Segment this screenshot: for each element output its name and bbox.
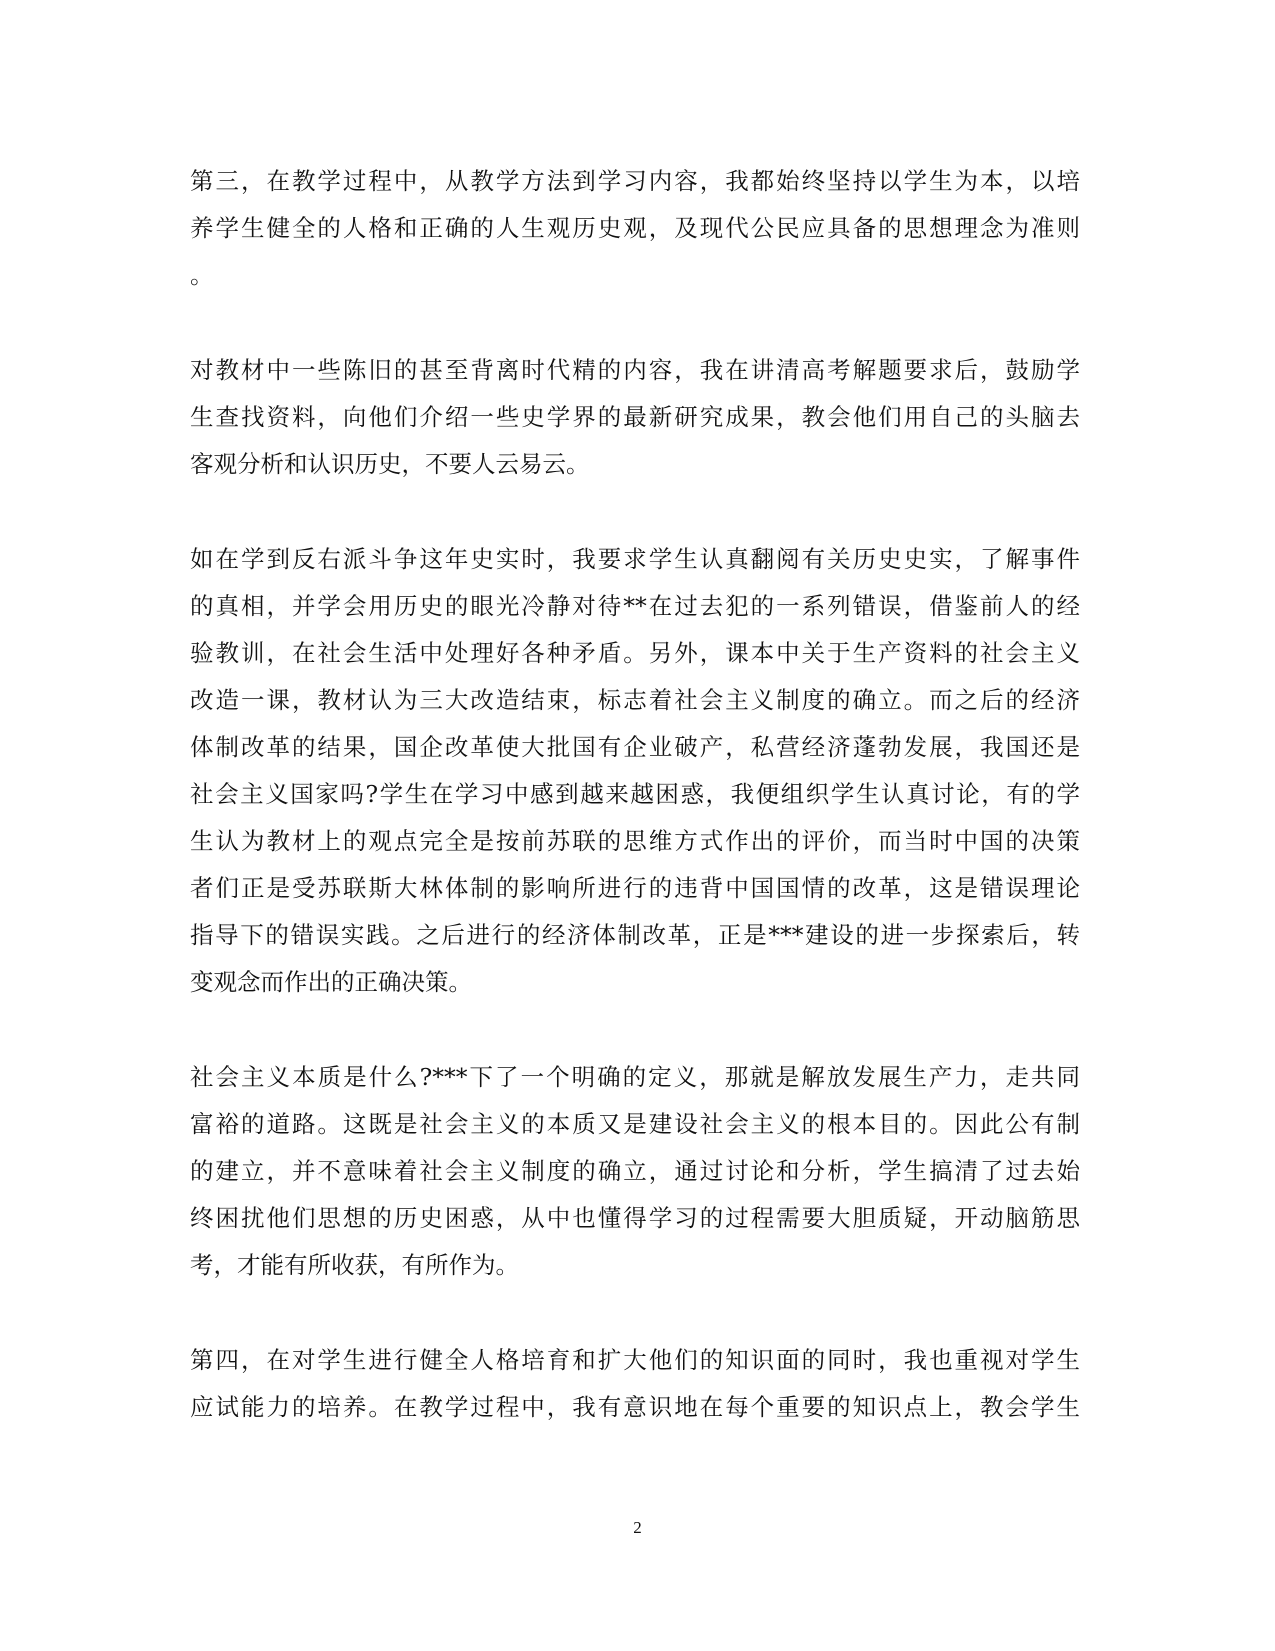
text-line: 如在学到反右派斗争这年史实时，我要求学生认真翻阅有关历史史实，了解事件 [190, 545, 1080, 573]
text-line: 养学生健全的人格和正确的人生观历史观，及现代公民应具备的思想理念为准则 [190, 214, 1080, 242]
text-line: 客观分析和认识历史，不要人云易云。 [190, 450, 590, 478]
text-line: 验教训，在社会生活中处理好各种矛盾。另外，课本中关于生产资料的社会主义 [190, 639, 1080, 667]
page-number: 2 [633, 1518, 642, 1537]
paragraph-5 [190, 1337, 1080, 1431]
text-line: 改造一课，教材认为三大改造结束，标志着社会主义制度的确立。而之后的经济 [190, 686, 1080, 714]
text-line: 社会主义本质是什么?***下了一个明确的定义，那就是解放发展生产力，走共同 [190, 1063, 1080, 1091]
text-line: 第四，在对学生进行健全人格培育和扩大他们的知识面的同时，我也重视对学生 [190, 1346, 1080, 1374]
text-line: 。 [190, 261, 214, 289]
text-line: 的建立，并不意味着社会主义制度的确立，通过讨论和分析，学生搞清了过去始 [190, 1157, 1080, 1185]
document-body [190, 158, 1080, 1479]
text-line: 考，才能有所收获，有所作为。 [190, 1251, 519, 1279]
text-line: 生查找资料，向他们介绍一些史学界的最新研究成果，教会他们用自己的头脑去 [190, 403, 1080, 431]
text-line: 指导下的错误实践。之后进行的经济体制改革，正是***建设的进一步探索后，转 [190, 921, 1080, 949]
text-line: 生认为教材上的观点完全是按前苏联的思维方式作出的评价，而当时中国的决策 [190, 827, 1080, 855]
text-line: 终困扰他们思想的历史困惑，从中也懂得学习的过程需要大胆质疑，开动脑筋思 [190, 1204, 1080, 1232]
text-line: 体制改革的结果，国企改革使大批国有企业破产，私营经济蓬勃发展，我国还是 [190, 733, 1080, 761]
text-line: 者们正是受苏联斯大林体制的影响所进行的违背中国国情的改革，这是错误理论 [190, 874, 1080, 902]
paragraph-4 [190, 1054, 1080, 1289]
text-line: 的真相，并学会用历史的眼光冷静对待**在过去犯的一系列错误，借鉴前人的经 [190, 592, 1080, 620]
text-line: 社会主义国家吗?学生在学习中感到越来越困惑，我便组织学生认真讨论，有的学 [190, 780, 1080, 808]
text-line: 第三，在教学过程中，从教学方法到学习内容，我都始终坚持以学生为本，以培 [190, 167, 1080, 195]
text-line: 富裕的道路。这既是社会主义的本质又是建设社会主义的根本目的。因此公有制 [190, 1110, 1080, 1138]
text-line: 对教材中一些陈旧的甚至背离时代精的内容，我在讲清高考解题要求后，鼓励学 [190, 356, 1080, 384]
paragraph-1 [190, 158, 1080, 299]
text-line: 应试能力的培养。在教学过程中，我有意识地在每个重要的知识点上，教会学生 [190, 1393, 1080, 1421]
paragraph-2 [190, 347, 1080, 488]
text-line: 变观念而作出的正确决策。 [190, 968, 472, 996]
paragraph-3 [190, 536, 1080, 1006]
